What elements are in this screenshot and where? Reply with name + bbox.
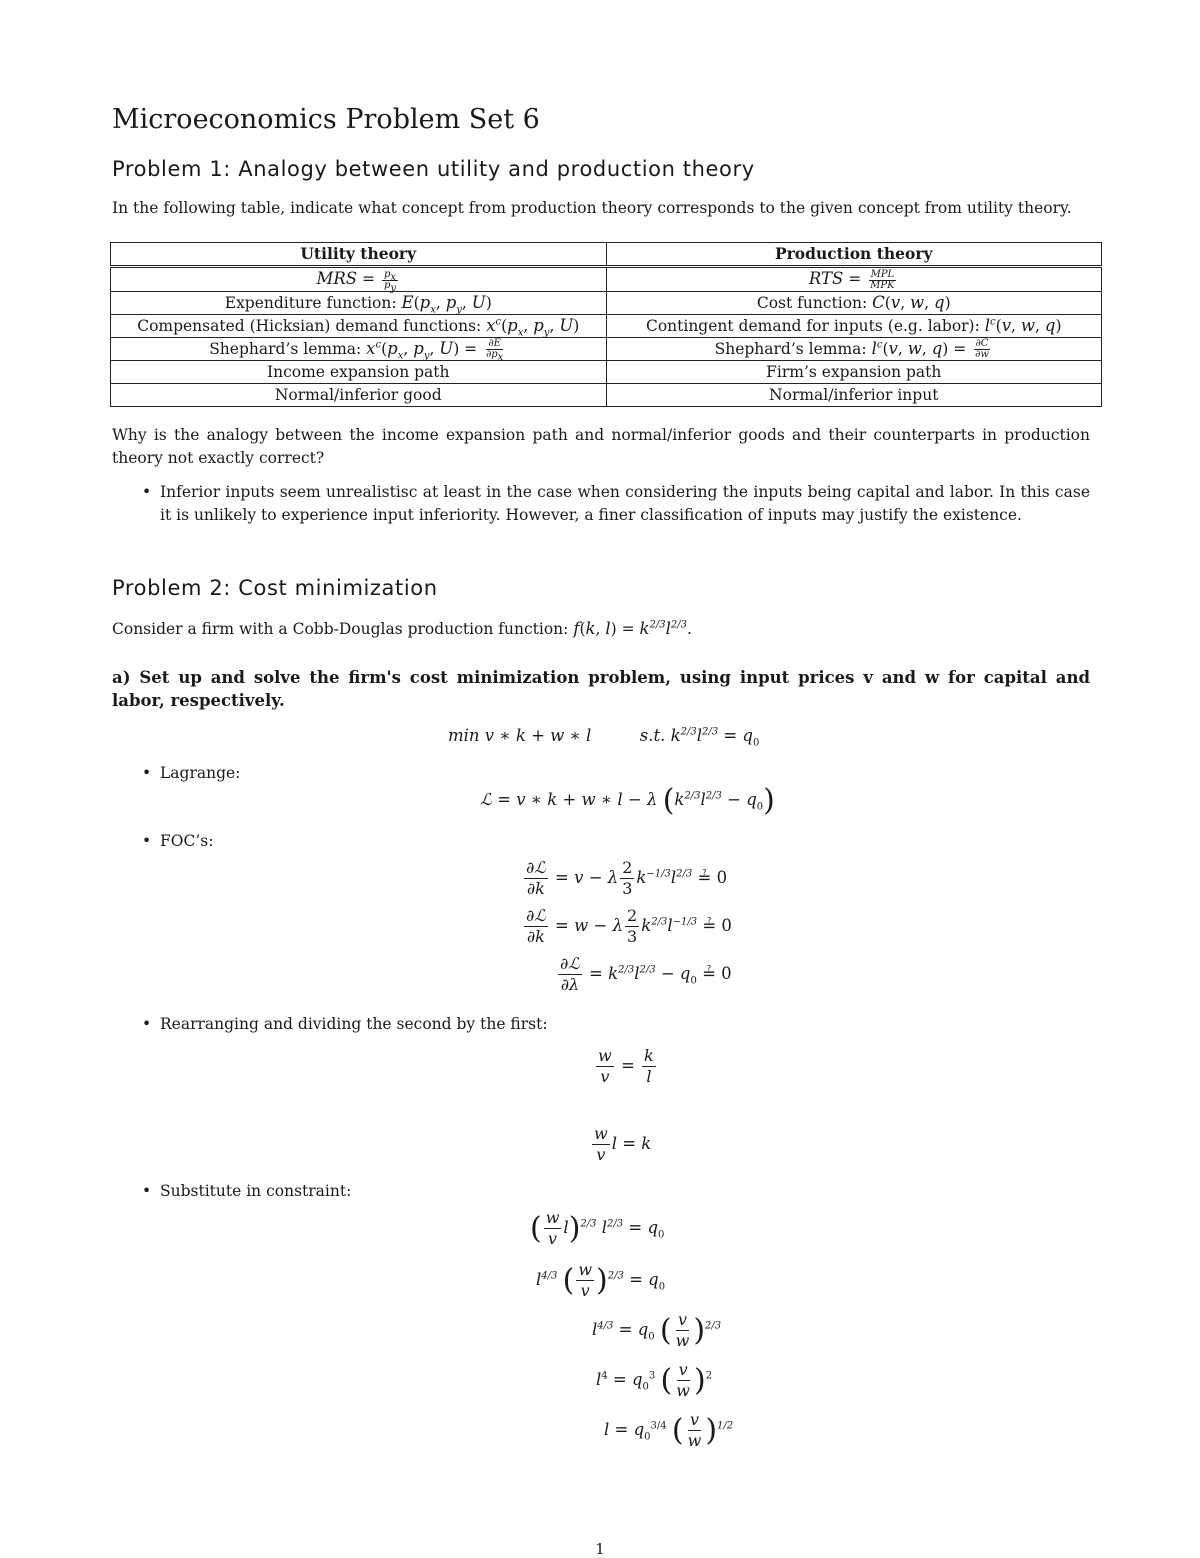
ratio-equation: $\frac{w}{v}$ = $\frac{k}{l}$	[598, 1046, 654, 1086]
lagrangian-equation: ℒ = v ∗ k + w ∗ l − λ $(k^{2/3}l^{2/3} - q_0)$	[480, 783, 775, 818]
substitution-step-3: $l^{4/3} = q_0$ ( $\frac{v}{w}$ )$^{2/3}$	[592, 1310, 722, 1350]
problem1-heading: Problem 1: Analogy between utility and production theory	[112, 157, 755, 181]
cell-rts: RTS = $\frac{\text{MPL}}{\text{MPK}}$	[606, 267, 1102, 292]
bullet-marker: •	[142, 764, 152, 782]
analogy-table	[110, 242, 1102, 407]
bullet-marker: •	[142, 1182, 152, 1200]
problem1-intro: In the following table, indicate what concept from production theory corresponds to the given concept from utility theory.	[112, 199, 1072, 217]
cell-shephard-utility: Shephard’s lemma: $x^c(p_x$, $p_y$, U) = $\frac{\partial E}{\partial p_x}$	[111, 337, 607, 361]
problem2-part-a: a) Set up and solve the firm's cost minimization problem, using input prices v and w for capital and labor, respectively.	[112, 668, 1090, 710]
k-expression-equation: $\frac{w}{v}$ l = k	[594, 1124, 652, 1164]
table-row	[111, 384, 1102, 407]
page-title: Microeconomics Problem Set 6	[112, 104, 540, 135]
cell-contingent: Contingent demand for inputs (e.g. labor): $l^c(v$, w, q)	[606, 314, 1102, 337]
foc-lambda-equation: $\frac{\text{∂ℒ}}{\partial\lambda}$ = $k^{2/3}l^{2/3} - q_0$ ≟ 0	[560, 954, 732, 994]
table-row	[111, 361, 1102, 384]
cell-normal-good: Normal/inferior good	[111, 384, 607, 407]
table-row	[111, 314, 1102, 337]
cell-hicksian: Compensated (Hicksian) demand functions: $x^c(p_x$, $p_y$, U)	[111, 314, 607, 337]
bullet-lagrange: Lagrange:	[160, 764, 241, 782]
substitution-step-1: ( $\frac{w}{v}$ l)$^{2/3}$ $l^{2/3} = q_0$	[530, 1208, 665, 1248]
substitution-step-4: $l^4 = q_0^3$ ( $\frac{v}{w}$ )$^2$	[596, 1360, 713, 1400]
bullet-marker: •	[142, 832, 152, 850]
foc-l-equation: $\frac{\text{∂ℒ}}{\partial k}$ = w − λ $\frac{2}{3}$ $k^{2/3}l^{-1/3}$ ≟ 0	[526, 906, 732, 946]
header-utility: Utility theory	[111, 243, 607, 267]
cell-mrs: MRS = $\frac{p_x}{p_y}$	[111, 267, 607, 292]
bullet-focs: FOC’s:	[160, 832, 214, 850]
bullet-rearrange: Rearranging and dividing the second by the first:	[160, 1015, 548, 1033]
cell-normal-input: Normal/inferior input	[606, 384, 1102, 407]
table-row	[111, 291, 1102, 314]
bullet-marker: •	[142, 1015, 152, 1033]
problem1-question: Why is the analogy between the income expansion path and normal/inferior goods and their counterparts in production theory not exactly correct?	[112, 426, 1090, 467]
cell-cost: Cost function: C(v, w, q)	[606, 291, 1102, 314]
table-row	[111, 337, 1102, 361]
table-row	[111, 267, 1102, 292]
problem1-answer: Inferior inputs seem unrealistisc at least in the case when considering the inputs being capital and labor. In this case it is unlikely to experience input inferiority. However, a finer classification of inputs may justify the existence.	[160, 483, 1090, 524]
problem2-intro: Consider a firm with a Cobb-Douglas production function: f(k, $l) = k^{2/3}l^{2/3}$.	[112, 619, 692, 638]
header-production: Production theory	[606, 243, 1102, 267]
cell-income-path: Income expansion path	[111, 361, 607, 384]
bullet-substitute: Substitute in constraint:	[160, 1182, 352, 1200]
bullet-marker: •	[142, 483, 152, 501]
substitution-step-5: $l = q_0^{3/4}$ ( $\frac{v}{w}$ )$^{1/2}$	[604, 1410, 734, 1450]
objective-equation: min v ∗ k + w ∗ l s.t. $k^{2/3}l^{2/3} = q_0$	[448, 726, 760, 749]
page-number: 1	[595, 1540, 605, 1558]
cell-expenditure: Expenditure function: $E(p_x$, $p_y$, U)	[111, 291, 607, 314]
table-header-row	[111, 243, 1102, 267]
cell-firm-path: Firm’s expansion path	[606, 361, 1102, 384]
problem2-heading: Problem 2: Cost minimization	[112, 576, 438, 600]
foc-k-equation: $\frac{\text{∂ℒ}}{\partial k}$ = v − λ $\frac{2}{3}$ $k^{-1/3}l^{2/3}$ ≟ 0	[526, 858, 728, 898]
substitution-step-2: $l^{4/3}$ ( $\frac{w}{v}$ )$^{2/3} = q_0$	[536, 1260, 666, 1300]
cell-shephard-production: Shephard’s lemma: $l^c(v$, w, q) = $\frac{\partial C}{\partial w}$	[606, 337, 1102, 361]
